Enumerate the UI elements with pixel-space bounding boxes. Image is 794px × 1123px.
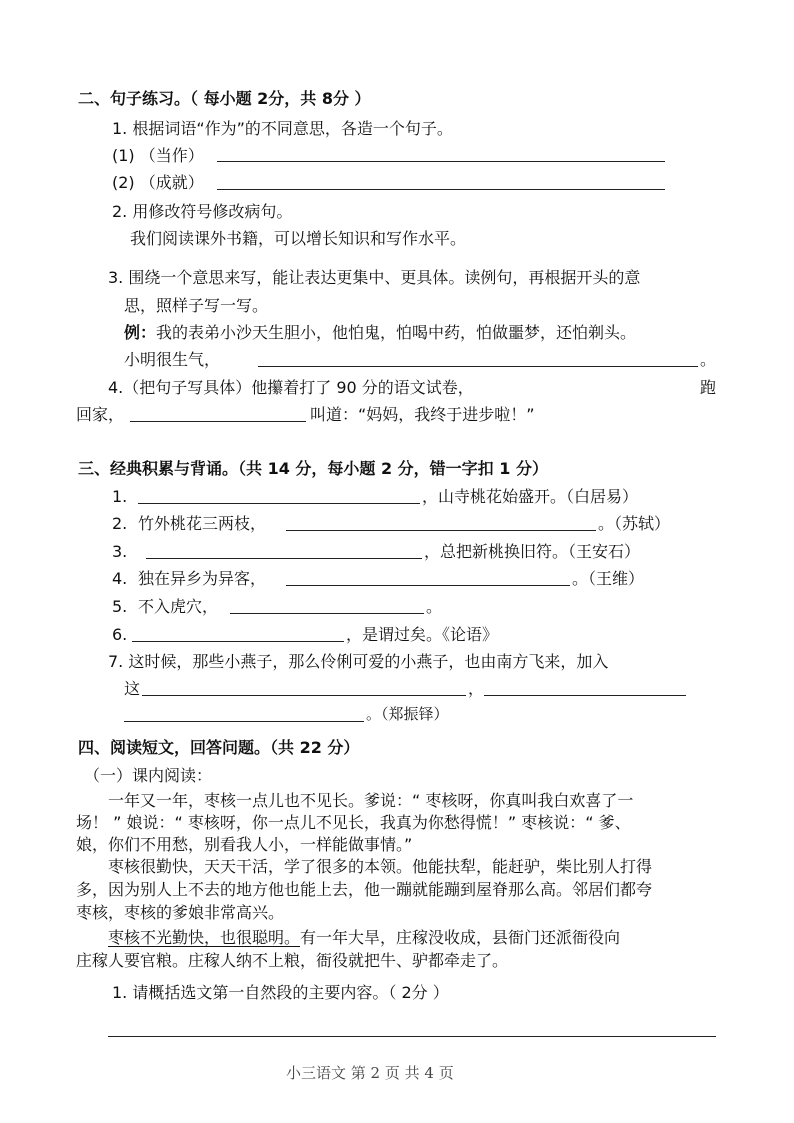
s3-q1-text: ，山寺桃花始盛开。（白居易） <box>422 487 639 506</box>
s3-q7-comma: ， <box>468 679 485 698</box>
section3-heading: 三、经典积累与背诵。（共 14 分，每小题 2 分，错一字扣 1 分） <box>78 459 548 478</box>
s2-q3-line2: 思，照样子写一写。 <box>124 296 269 315</box>
s3-q3-text: ，总把新桃换旧符。（王安石） <box>424 542 641 561</box>
s2-q2-sentence: 我们阅读课外书籍，可以增长知识和写作水平。 <box>130 229 467 248</box>
s2-q4-right: 跑 <box>700 378 717 397</box>
section4-heading: 四、阅读短文，回答问题。（共 22 分） <box>78 738 360 757</box>
s3-q2-prefix: 竹外桃花三两枝， <box>138 514 267 533</box>
s3-q7-end: 。（郑振铎） <box>366 705 449 723</box>
s4-p3-rest: 有一年大旱，庄稼没收成，县衙门还派衙役向 <box>300 928 621 947</box>
s2-q4-answer-line[interactable] <box>130 421 306 422</box>
example-label: 例： <box>124 323 157 342</box>
s3-q5-prefix: 不入虎穴， <box>138 597 219 616</box>
s4-p3-line1 <box>108 928 620 948</box>
s4-sub1: （一）课内阅读： <box>84 766 213 785</box>
s4-q1-answer-line[interactable] <box>108 1036 716 1037</box>
s3-q4-num: 4. <box>112 569 128 588</box>
s2-q1-text: 1. 根据词语“作为”的不同意思，各造一个句子。 <box>112 119 453 138</box>
s3-q5-answer-line[interactable] <box>230 613 424 614</box>
s3-q1-answer-line[interactable] <box>138 503 420 504</box>
s4-p1-line2: 场！ ” 娘说：“ 枣核呀，你一点儿不见长，我真为你愁得慌！” 枣核说：“ 爹、 <box>76 813 631 832</box>
s2-q3-answer-line[interactable] <box>258 366 698 367</box>
s2-q3-line1: 3. 围绕一个意思来写，能让表达更集中、更具体。读例句，再根据开头的意 <box>108 268 641 287</box>
s3-q4-answer-line[interactable] <box>286 585 570 586</box>
s2-q4-line2b: 叫道：“妈妈，我终于进步啦！” <box>310 405 535 424</box>
s3-q7-answer-line-2[interactable] <box>484 695 686 696</box>
s3-q6-text: ，是谓过矣。《论语》 <box>346 625 499 644</box>
example-text: 我的表弟小沙天生胆小，他怕鬼，怕喝中药，怕做噩梦，还怕剃头。 <box>156 323 637 342</box>
s3-q5-suffix: 。 <box>426 597 443 616</box>
s2-q3-prompt: 小明很生气， <box>124 350 221 369</box>
s4-p2-line1: 枣核很勤快，天天干活，学了很多的本领。他能扶犁，能赶驴，柴比别人打得 <box>108 857 653 876</box>
s3-q3-num: 3. <box>112 542 128 561</box>
s4-q1-text: 1. 请概括选文第一自然段的主要内容。（ 2分 ） <box>112 983 449 1002</box>
s4-p3-line2: 庄稼人要官粮。庄稼人纳不上粮，衙役就把牛、驴都牵走了。 <box>76 951 509 970</box>
s3-q3-answer-line[interactable] <box>146 558 422 559</box>
s3-q5-num: 5. <box>112 597 128 616</box>
s3-q4-prefix: 独在异乡为异客， <box>138 569 267 588</box>
s3-q7-answer-line-3[interactable] <box>124 721 364 722</box>
s3-q4-suffix: 。（王维） <box>572 569 645 588</box>
s4-p1-line3: 娘，你们不用愁，别看我人小，一样能做事情。” <box>76 835 413 854</box>
s2-q1-b-answer-line[interactable] <box>217 189 665 190</box>
s2-q1-a-label: (1) （当作） <box>112 146 204 165</box>
s4-p2-line2: 多，因为别人上不去的地方他也能上去，他一蹦就能蹦到屋脊那么高。邻居们都夸 <box>76 880 653 899</box>
s2-q2-text: 2. 用修改符号修改病句。 <box>112 202 293 221</box>
s3-q6-answer-line[interactable] <box>132 641 344 642</box>
s3-q7-line1: 7. 这时候，那些小燕子，那么伶俐可爱的小燕子，也由南方飞来，加入 <box>108 652 609 671</box>
s4-p3-underlined: 枣核不光勤快，也很聪明。 <box>108 928 301 947</box>
s2-q1-a-answer-line[interactable] <box>217 161 665 162</box>
s3-q7-line2-prefix: 这 <box>124 679 141 698</box>
s3-q2-answer-line[interactable] <box>286 530 596 531</box>
s3-q2-num: 2. <box>112 514 128 533</box>
s3-q7-answer-line-1[interactable] <box>142 695 466 696</box>
s3-q2-suffix: 。（苏轼） <box>598 514 671 533</box>
s2-q1-b-label: (2) （成就） <box>112 173 204 192</box>
section2-heading: 二、句子练习。（ 每小题 2分，共 8分 ） <box>78 89 371 108</box>
page-footer: 小三语文 第 2 页 共 4 页 <box>286 1064 454 1082</box>
s4-p1-line1: 一年又一年，枣核一点儿也不见长。爹说：“ 枣核呀，你真叫我白欢喜了一 <box>108 791 634 810</box>
s2-q4-line2a: 回家， <box>76 405 125 424</box>
s3-q6-num: 6. <box>112 625 128 644</box>
s2-q3-end: 。 <box>700 350 717 369</box>
s4-p2-line3: 枣核，枣核的爹娘非常高兴。 <box>76 903 285 922</box>
s3-q1-num: 1. <box>112 487 128 506</box>
s2-q3-example <box>124 323 636 343</box>
s2-q4-text: 4.（把句子写具体）他攥着打了 90 分的语文试卷， <box>108 378 474 397</box>
